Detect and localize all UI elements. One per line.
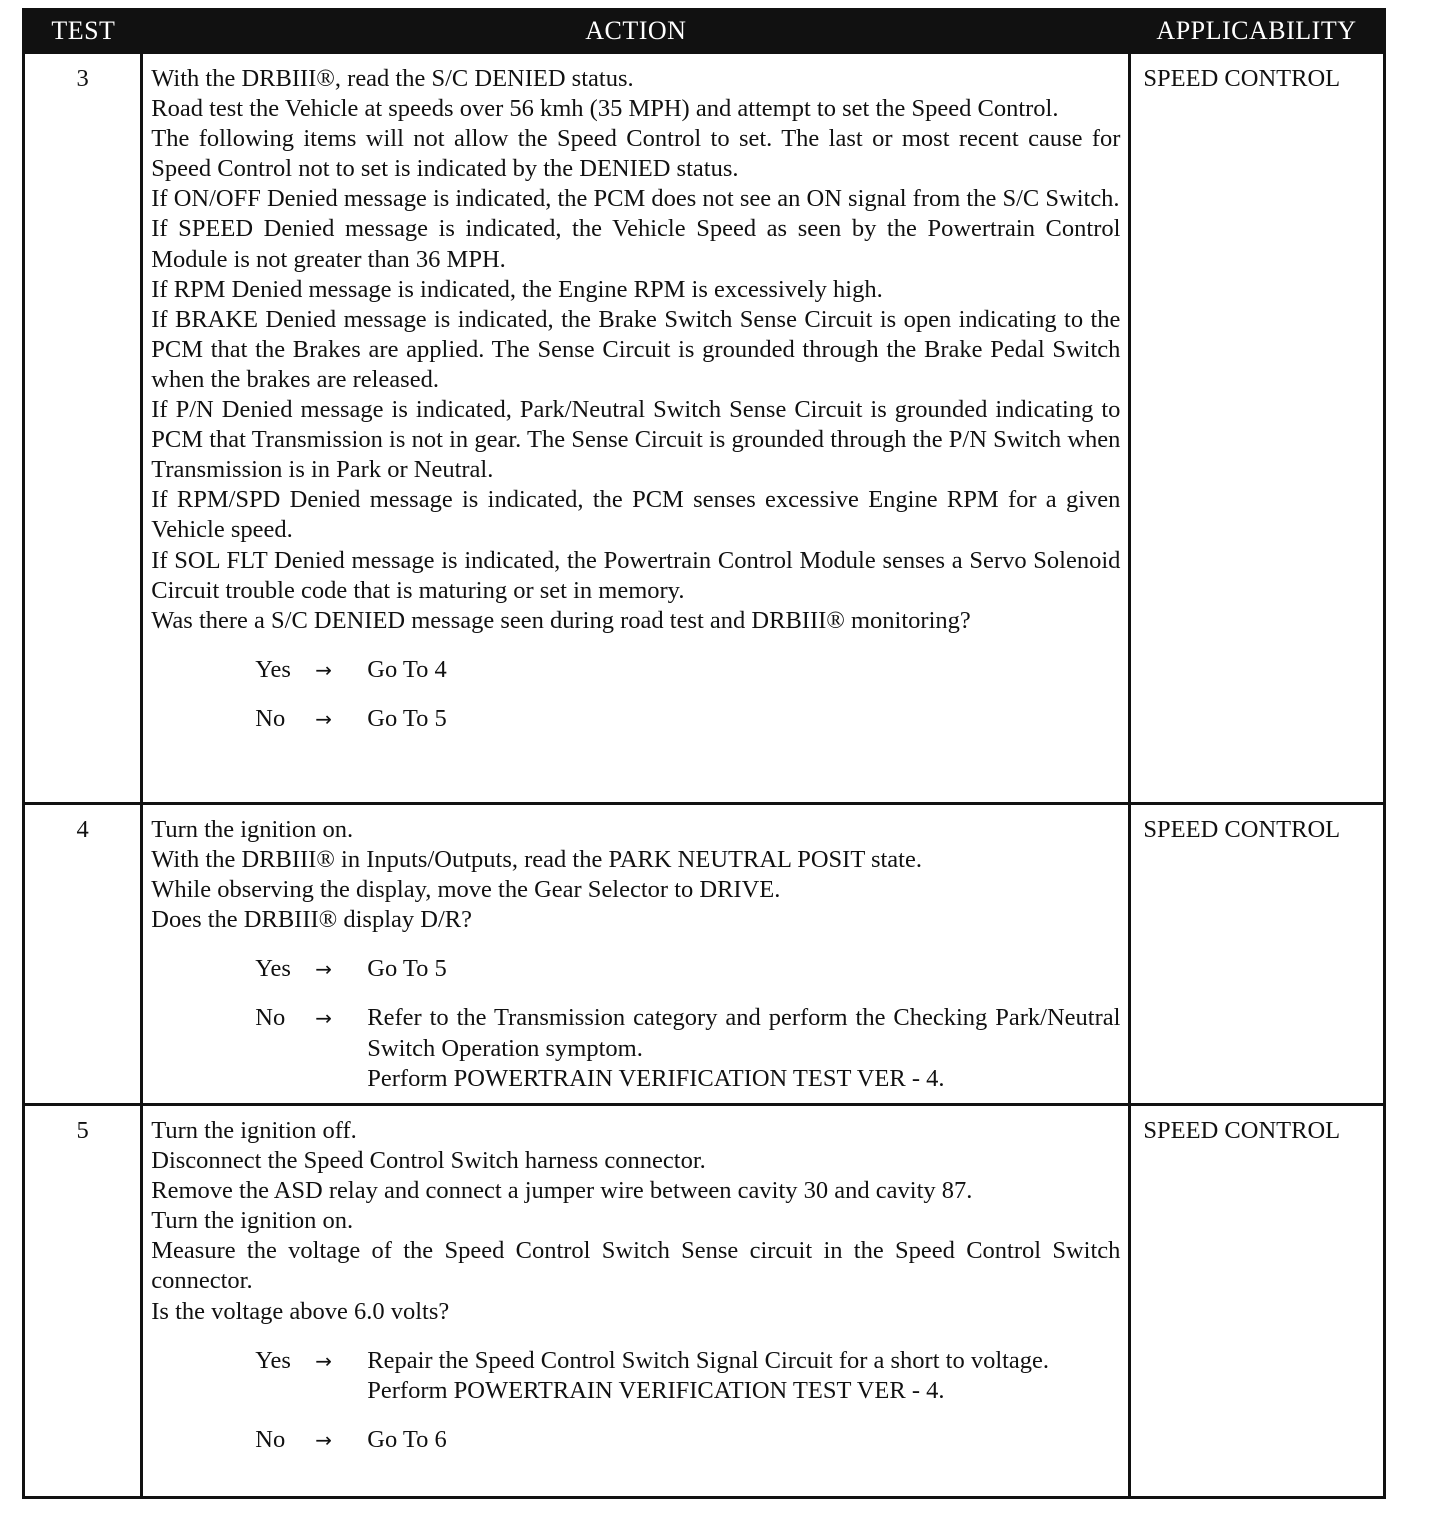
action-line: If RPM Denied message is indicated, the Engine RPM is excessively high.: [151, 275, 883, 303]
answer-result: [367, 954, 1120, 984]
arrow-right-icon: →: [315, 706, 333, 731]
header-test: TEST: [24, 10, 142, 53]
answer-choices: [151, 655, 1120, 734]
action-line: Turn the ignition off.: [151, 1117, 357, 1144]
result-line: Go To 5: [367, 704, 447, 732]
answer-result: [367, 1346, 1120, 1406]
answer-label: No: [255, 1425, 286, 1453]
action-line: If BRAKE Denied message is indicated, the Brake Switch Sense Circuit is open indicating to the PCM that the Brakes are applied. The Sense Circuit is grounded through the Brake Pedal Switch when the brakes are released.: [151, 305, 1121, 393]
result-line: Perform POWERTRAIN VERIFICATION TEST VER - 4.: [367, 1064, 945, 1092]
table-row-test-5: [24, 1105, 1385, 1498]
answer-label: Yes: [255, 1346, 291, 1374]
test-number: 3: [24, 53, 142, 804]
action-line: Does the DRBIII® display D/R?: [151, 906, 472, 934]
action-line: Is the voltage above 6.0 volts?: [151, 1297, 450, 1325]
applicability-cell: SPEED CONTROL: [1130, 53, 1385, 804]
applicability-cell: SPEED CONTROL: [1130, 1105, 1385, 1498]
choice-yes: [151, 954, 1120, 984]
action-line: The following items will not allow the Speed Control to set. The last or most recent cause for Speed Control not to set is indicated by the DENIED status.: [151, 125, 1121, 183]
action-line: Turn the ignition on.: [151, 816, 354, 843]
action-line: If RPM/SPD Denied message is indicated, the PCM senses excessive Engine RPM for a given Vehicle speed.: [151, 486, 1121, 544]
table-header-row: [24, 10, 1385, 53]
result-line: Repair the Speed Control Switch Signal Circuit for a short to voltage.: [367, 1346, 1050, 1374]
action-line: With the DRBIII® in Inputs/Outputs, read the PARK NEUTRAL POSIT state.: [151, 846, 922, 874]
answer-label: Yes: [255, 955, 291, 983]
choice-no: [151, 704, 1120, 734]
choice-yes: [151, 655, 1120, 685]
header-action: ACTION: [142, 10, 1130, 53]
answer-result: [367, 704, 1120, 734]
choice-yes: [151, 1346, 1120, 1406]
result-line: Go To 4: [367, 655, 447, 683]
action-line: Road test the Vehicle at speeds over 56 kmh (35 MPH) and attempt to set the Speed Control.: [151, 95, 1059, 123]
answer-result: [367, 1003, 1120, 1093]
answer-choices: [151, 1346, 1120, 1455]
header-applicability: APPLICABILITY: [1130, 10, 1385, 53]
action-line: If ON/OFF Denied message is indicated, the PCM does not see an ON signal from the S/C Switch.: [151, 185, 1120, 213]
action-cell: [142, 804, 1130, 1105]
table-row-test-3: [24, 53, 1385, 804]
action-line: Disconnect the Speed Control Switch harness connector.: [151, 1147, 706, 1175]
table-row-test-4: [24, 804, 1385, 1105]
action-line: While observing the display, move the Gear Selector to DRIVE.: [151, 876, 781, 904]
answer-label: No: [255, 704, 286, 732]
action-line: If SOL FLT Denied message is indicated, the Powertrain Control Module senses a Servo Solenoid Circuit trouble code that is maturing or set in memory.: [151, 546, 1121, 604]
action-line: With the DRBIII®, read the S/C DENIED status.: [151, 65, 634, 92]
arrow-right-icon: →: [315, 1348, 333, 1373]
answer-result: [367, 655, 1120, 685]
choice-no: [151, 1425, 1120, 1455]
action-line: Measure the voltage of the Speed Control Switch Sense circuit in the Speed Control Switch connector.: [151, 1237, 1121, 1295]
action-cell: [142, 1105, 1130, 1498]
arrow-right-icon: →: [315, 1006, 333, 1031]
answer-result: [367, 1425, 1120, 1455]
answer-choices: [151, 954, 1120, 1093]
action-line: Turn the ignition on.: [151, 1207, 354, 1235]
action-line: Remove the ASD relay and connect a jumper wire between cavity 30 and cavity 87.: [151, 1177, 973, 1205]
action-cell: [142, 53, 1130, 804]
result-line: Go To 5: [367, 955, 447, 983]
test-number: 5: [24, 1105, 142, 1498]
test-number: 4: [24, 804, 142, 1105]
answer-label: No: [255, 1004, 286, 1032]
answer-label: Yes: [255, 655, 291, 683]
applicability-cell: SPEED CONTROL: [1130, 804, 1385, 1105]
result-line: Perform POWERTRAIN VERIFICATION TEST VER - 4.: [367, 1376, 945, 1404]
action-line: Was there a S/C DENIED message seen during road test and DRBIII® monitoring?: [151, 606, 971, 634]
action-line: If SPEED Denied message is indicated, the Vehicle Speed as seen by the Powertrain Control Module is not greater than 36 MPH.: [151, 215, 1121, 273]
choice-no: [151, 1003, 1120, 1093]
result-line: Go To 6: [367, 1425, 447, 1453]
diagnostic-test-table: [22, 8, 1386, 1499]
arrow-right-icon: →: [315, 657, 333, 682]
result-line: Refer to the Transmission category and perform the Checking Park/Neutral Switch Operation symptom.: [367, 1004, 1121, 1062]
arrow-right-icon: →: [315, 1427, 333, 1452]
action-line: If P/N Denied message is indicated, Park/Neutral Switch Sense Circuit is grounded indicating to PCM that Transmission is not in gear. The Sense Circuit is grounded through the P/N Switch when Transmission is in Park or Neutral.: [151, 396, 1121, 484]
arrow-right-icon: →: [315, 957, 333, 982]
